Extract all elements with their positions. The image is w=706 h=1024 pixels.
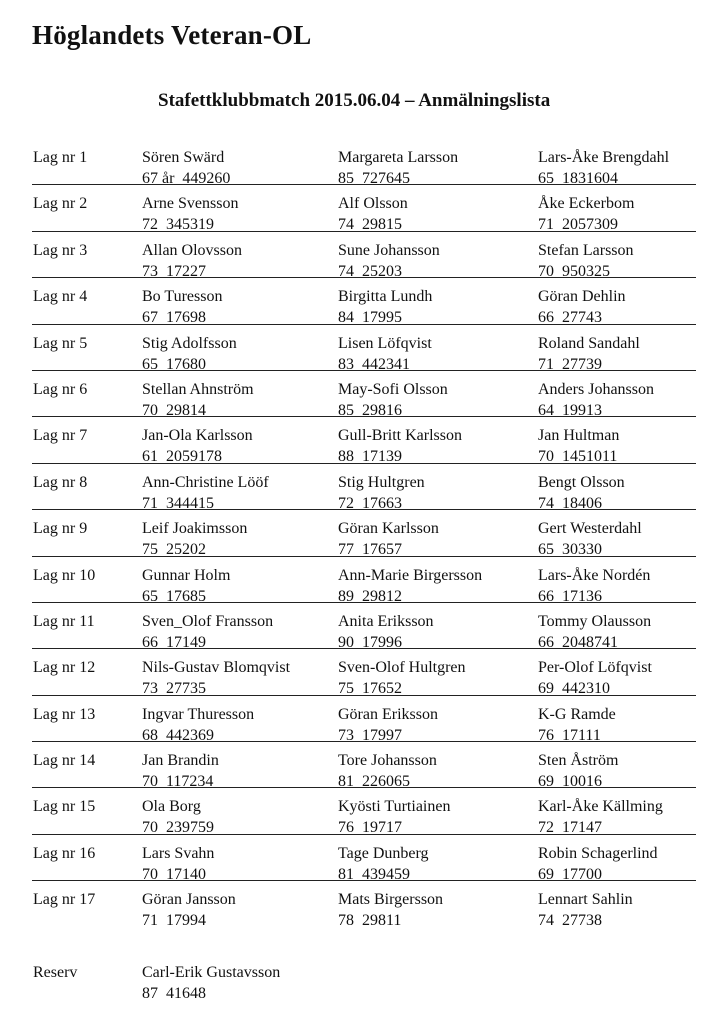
member-number: 72 345319 bbox=[142, 216, 214, 234]
row-divider bbox=[32, 880, 696, 881]
team-member bbox=[338, 286, 432, 328]
member-name: Anita Eriksson bbox=[338, 612, 434, 630]
member-name: Sören Swärd bbox=[142, 149, 225, 166]
member-number: 65 17685 bbox=[142, 587, 206, 605]
member-name: Göran Jansson bbox=[142, 891, 236, 909]
team-member bbox=[338, 472, 425, 514]
member-number: 71 17994 bbox=[142, 912, 206, 930]
team-member bbox=[538, 425, 619, 467]
member-number: 70 1451011 bbox=[538, 448, 618, 466]
member-number: 75 25202 bbox=[142, 541, 206, 559]
team-member bbox=[142, 611, 273, 653]
team-row bbox=[0, 697, 706, 743]
reserve-member-number: 87 41648 bbox=[142, 985, 206, 1002]
team-label: Lag nr 6 bbox=[33, 380, 88, 398]
row-divider bbox=[32, 741, 696, 742]
member-name: Gert Westerdahl bbox=[538, 520, 642, 538]
member-name: Mats Birgersson bbox=[338, 891, 444, 909]
member-number: 73 17997 bbox=[338, 726, 402, 744]
member-name: Kyösti Turtiainen bbox=[338, 798, 451, 816]
member-number: 75 17652 bbox=[338, 680, 402, 698]
member-name: Leif Joakimsson bbox=[142, 520, 248, 538]
team-member bbox=[142, 193, 238, 235]
member-number: 64 19913 bbox=[538, 401, 602, 419]
team-row bbox=[0, 882, 706, 928]
team-member bbox=[142, 843, 214, 885]
member-name: Tage Dunberg bbox=[338, 844, 429, 862]
member-number: 84 17995 bbox=[338, 309, 402, 327]
team-member bbox=[538, 333, 640, 375]
member-number: 65 17680 bbox=[142, 355, 206, 373]
team-row bbox=[0, 558, 706, 604]
member-name: Arne Svensson bbox=[142, 195, 239, 213]
document-subtitle: Stafettklubbmatch 2015.06.04 – Anmälningslista bbox=[158, 90, 551, 111]
member-number: 73 17227 bbox=[142, 262, 206, 280]
team-label: Lag nr 14 bbox=[33, 752, 96, 770]
team-member bbox=[538, 796, 663, 838]
team-member bbox=[338, 333, 432, 375]
team-label: Lag nr 11 bbox=[33, 612, 95, 630]
team-list bbox=[0, 140, 706, 929]
team-member bbox=[338, 147, 458, 189]
team-row bbox=[0, 233, 706, 279]
row-divider bbox=[32, 231, 696, 232]
team-row bbox=[0, 326, 706, 372]
team-member bbox=[538, 379, 654, 421]
team-member bbox=[538, 472, 625, 514]
team-member bbox=[142, 565, 230, 607]
member-number: 67 17698 bbox=[142, 309, 206, 327]
team-member bbox=[142, 286, 222, 328]
member-name: Bengt Olsson bbox=[538, 473, 625, 491]
document-title: Höglandets Veteran-OL bbox=[32, 20, 312, 50]
team-member bbox=[142, 147, 230, 189]
team-member bbox=[538, 286, 626, 328]
team-row bbox=[0, 511, 706, 557]
team-member bbox=[538, 843, 658, 885]
member-name: Sune Johansson bbox=[338, 241, 440, 259]
team-label: Lag nr 12 bbox=[33, 659, 96, 677]
member-number: 74 27738 bbox=[538, 912, 602, 930]
team-member bbox=[538, 750, 618, 792]
member-name: Stig Adolfsson bbox=[142, 334, 237, 352]
member-name: Göran Dehlin bbox=[538, 288, 626, 306]
member-name: Ann-Christine Lööf bbox=[142, 473, 269, 491]
team-member bbox=[338, 843, 429, 885]
team-member bbox=[338, 657, 466, 699]
team-row bbox=[0, 140, 706, 186]
row-divider bbox=[32, 648, 696, 649]
team-label: Lag nr 4 bbox=[33, 288, 88, 306]
team-member bbox=[338, 240, 440, 282]
member-name: Nils-Gustav Blomqvist bbox=[142, 659, 291, 677]
member-number: 83 442341 bbox=[338, 355, 410, 373]
member-number: 72 17663 bbox=[338, 494, 402, 512]
member-name: Tommy Olausson bbox=[538, 612, 652, 630]
team-member bbox=[538, 704, 616, 746]
member-number: 81 439459 bbox=[338, 865, 410, 883]
team-label: Lag nr 9 bbox=[33, 520, 88, 538]
member-number: 88 17139 bbox=[338, 448, 402, 466]
row-divider bbox=[32, 509, 696, 510]
member-name: Gunnar Holm bbox=[142, 566, 231, 584]
team-member bbox=[338, 565, 482, 607]
member-name: Stig Hultgren bbox=[338, 473, 425, 491]
member-number: 72 17147 bbox=[538, 819, 602, 837]
member-name: Sven-Olof Hultgren bbox=[338, 659, 466, 677]
member-number: 76 19717 bbox=[338, 819, 402, 837]
team-row bbox=[0, 650, 706, 696]
member-number: 70 950325 bbox=[538, 262, 610, 280]
member-number: 74 25203 bbox=[338, 262, 402, 280]
member-number: 66 17136 bbox=[538, 587, 602, 605]
team-member bbox=[338, 193, 408, 235]
team-member bbox=[538, 611, 651, 653]
member-number: 78 29811 bbox=[338, 912, 402, 930]
team-member bbox=[142, 750, 219, 792]
team-member bbox=[142, 333, 237, 375]
team-member bbox=[538, 518, 642, 560]
team-row bbox=[0, 789, 706, 835]
member-number: 71 2057309 bbox=[538, 216, 618, 234]
row-divider bbox=[32, 416, 696, 417]
member-name: Lennart Sahlin bbox=[538, 891, 633, 909]
member-number: 90 17996 bbox=[338, 633, 402, 651]
row-divider bbox=[32, 277, 696, 278]
team-member bbox=[338, 796, 450, 838]
member-number: 81 226065 bbox=[338, 773, 410, 791]
row-divider bbox=[32, 695, 696, 696]
member-name: Jan Hultman bbox=[538, 427, 620, 445]
member-number: 76 17111 bbox=[538, 726, 601, 744]
member-name: Sven_Olof Fransson bbox=[142, 612, 274, 630]
row-divider bbox=[32, 787, 696, 788]
member-number: 70 29814 bbox=[142, 401, 206, 419]
team-row bbox=[0, 836, 706, 882]
member-number: 70 17140 bbox=[142, 865, 206, 883]
team-label: Lag nr 8 bbox=[33, 473, 88, 491]
member-number: 66 27743 bbox=[538, 309, 602, 327]
member-name: May-Sofi Olsson bbox=[338, 380, 448, 398]
member-name: Sten Åström bbox=[538, 752, 619, 770]
member-number: 77 17657 bbox=[338, 541, 402, 559]
team-member bbox=[338, 750, 437, 792]
team-member bbox=[338, 425, 462, 467]
row-divider bbox=[32, 184, 696, 185]
reserve-member bbox=[142, 962, 280, 1004]
member-number: 71 27739 bbox=[538, 355, 602, 373]
member-name: Margareta Larsson bbox=[338, 149, 459, 166]
team-row bbox=[0, 186, 706, 232]
member-name: Ola Borg bbox=[142, 798, 201, 816]
team-member bbox=[142, 240, 242, 282]
team-member bbox=[142, 657, 290, 699]
member-name: Göran Karlsson bbox=[338, 520, 439, 538]
team-row bbox=[0, 372, 706, 418]
member-name: Alf Olsson bbox=[338, 195, 408, 213]
member-number: 70 239759 bbox=[142, 819, 214, 837]
member-number: 69 17700 bbox=[538, 865, 602, 883]
team-member bbox=[142, 472, 269, 514]
member-name: Tore Johansson bbox=[338, 752, 437, 770]
member-number: 69 10016 bbox=[538, 773, 602, 791]
team-member bbox=[142, 379, 254, 421]
team-label: Lag nr 5 bbox=[33, 334, 88, 352]
member-name: Lars-Åke Nordén bbox=[538, 566, 651, 584]
member-name: Robin Schagerlind bbox=[538, 844, 658, 862]
member-number: 73 27735 bbox=[142, 680, 206, 698]
team-member bbox=[142, 518, 247, 560]
team-label: Lag nr 10 bbox=[33, 566, 96, 584]
team-member bbox=[338, 379, 448, 421]
team-label: Lag nr 1 bbox=[33, 149, 88, 166]
member-number: 85 727645 bbox=[338, 170, 410, 187]
member-number: 89 29812 bbox=[338, 587, 402, 605]
team-member bbox=[338, 889, 443, 931]
team-label: Lag nr 16 bbox=[33, 844, 96, 862]
team-label: Lag nr 17 bbox=[33, 891, 96, 909]
member-name: Åke Eckerbom bbox=[538, 195, 635, 213]
team-member bbox=[538, 657, 652, 699]
team-member bbox=[142, 425, 253, 467]
team-label: Lag nr 13 bbox=[33, 705, 96, 723]
member-number: 74 18406 bbox=[538, 494, 602, 512]
row-divider bbox=[32, 556, 696, 557]
row-divider bbox=[32, 463, 696, 464]
member-name: Jan Brandin bbox=[142, 752, 219, 770]
row-divider bbox=[32, 370, 696, 371]
member-number: 74 29815 bbox=[338, 216, 402, 234]
member-name: Birgitta Lundh bbox=[338, 288, 433, 306]
team-member bbox=[538, 193, 634, 235]
team-row bbox=[0, 279, 706, 325]
member-number: 69 442310 bbox=[538, 680, 610, 698]
member-number: 65 1831604 bbox=[538, 170, 618, 187]
member-name: Allan Olovsson bbox=[142, 241, 242, 259]
reserve-member-name: Carl-Erik Gustavsson bbox=[142, 964, 281, 981]
member-name: Anders Johansson bbox=[538, 380, 654, 398]
team-member bbox=[338, 611, 434, 653]
team-label: Lag nr 7 bbox=[33, 427, 88, 445]
member-name: K-G Ramde bbox=[538, 705, 616, 723]
team-member bbox=[142, 889, 236, 931]
team-row bbox=[0, 743, 706, 789]
member-name: Lisen Löfqvist bbox=[338, 334, 432, 352]
member-name: Gull-Britt Karlsson bbox=[338, 427, 462, 445]
member-name: Roland Sandahl bbox=[538, 334, 640, 352]
member-number: 61 2059178 bbox=[142, 448, 222, 466]
team-member bbox=[538, 565, 650, 607]
member-name: Lars-Åke Brengdahl bbox=[538, 149, 670, 166]
member-name: Lars Svahn bbox=[142, 844, 215, 862]
reserve-label: Reserv bbox=[33, 964, 78, 981]
team-member bbox=[338, 518, 439, 560]
member-name: Ann-Marie Birgersson bbox=[338, 566, 483, 584]
team-row bbox=[0, 465, 706, 511]
team-member bbox=[142, 704, 254, 746]
row-divider bbox=[32, 602, 696, 603]
member-name: Karl-Åke Källming bbox=[538, 798, 663, 816]
team-label: Lag nr 15 bbox=[33, 798, 96, 816]
team-member bbox=[538, 240, 634, 282]
member-number: 67 år 449260 bbox=[142, 170, 231, 187]
team-member bbox=[142, 796, 214, 838]
member-name: Per-Olof Löfqvist bbox=[538, 659, 652, 677]
member-number: 65 30330 bbox=[538, 541, 602, 559]
member-number: 66 2048741 bbox=[538, 633, 618, 651]
team-member bbox=[338, 704, 438, 746]
row-divider bbox=[32, 834, 696, 835]
row-divider bbox=[32, 324, 696, 325]
team-member bbox=[538, 889, 633, 931]
team-row bbox=[0, 604, 706, 650]
member-name: Stefan Larsson bbox=[538, 241, 634, 259]
member-number: 66 17149 bbox=[142, 633, 206, 651]
member-number: 70 117234 bbox=[142, 773, 214, 791]
member-number: 71 344415 bbox=[142, 494, 214, 512]
member-name: Jan-Ola Karlsson bbox=[142, 427, 253, 445]
member-number: 68 442369 bbox=[142, 726, 214, 744]
team-row bbox=[0, 418, 706, 464]
team-label: Lag nr 3 bbox=[33, 241, 88, 259]
team-member bbox=[538, 147, 669, 189]
team-label: Lag nr 2 bbox=[33, 195, 88, 213]
member-name: Ingvar Thuresson bbox=[142, 705, 255, 723]
member-number: 85 29816 bbox=[338, 401, 402, 419]
member-name: Stellan Ahnström bbox=[142, 380, 254, 398]
member-name: Göran Eriksson bbox=[338, 705, 438, 723]
member-name: Bo Turesson bbox=[142, 288, 223, 306]
